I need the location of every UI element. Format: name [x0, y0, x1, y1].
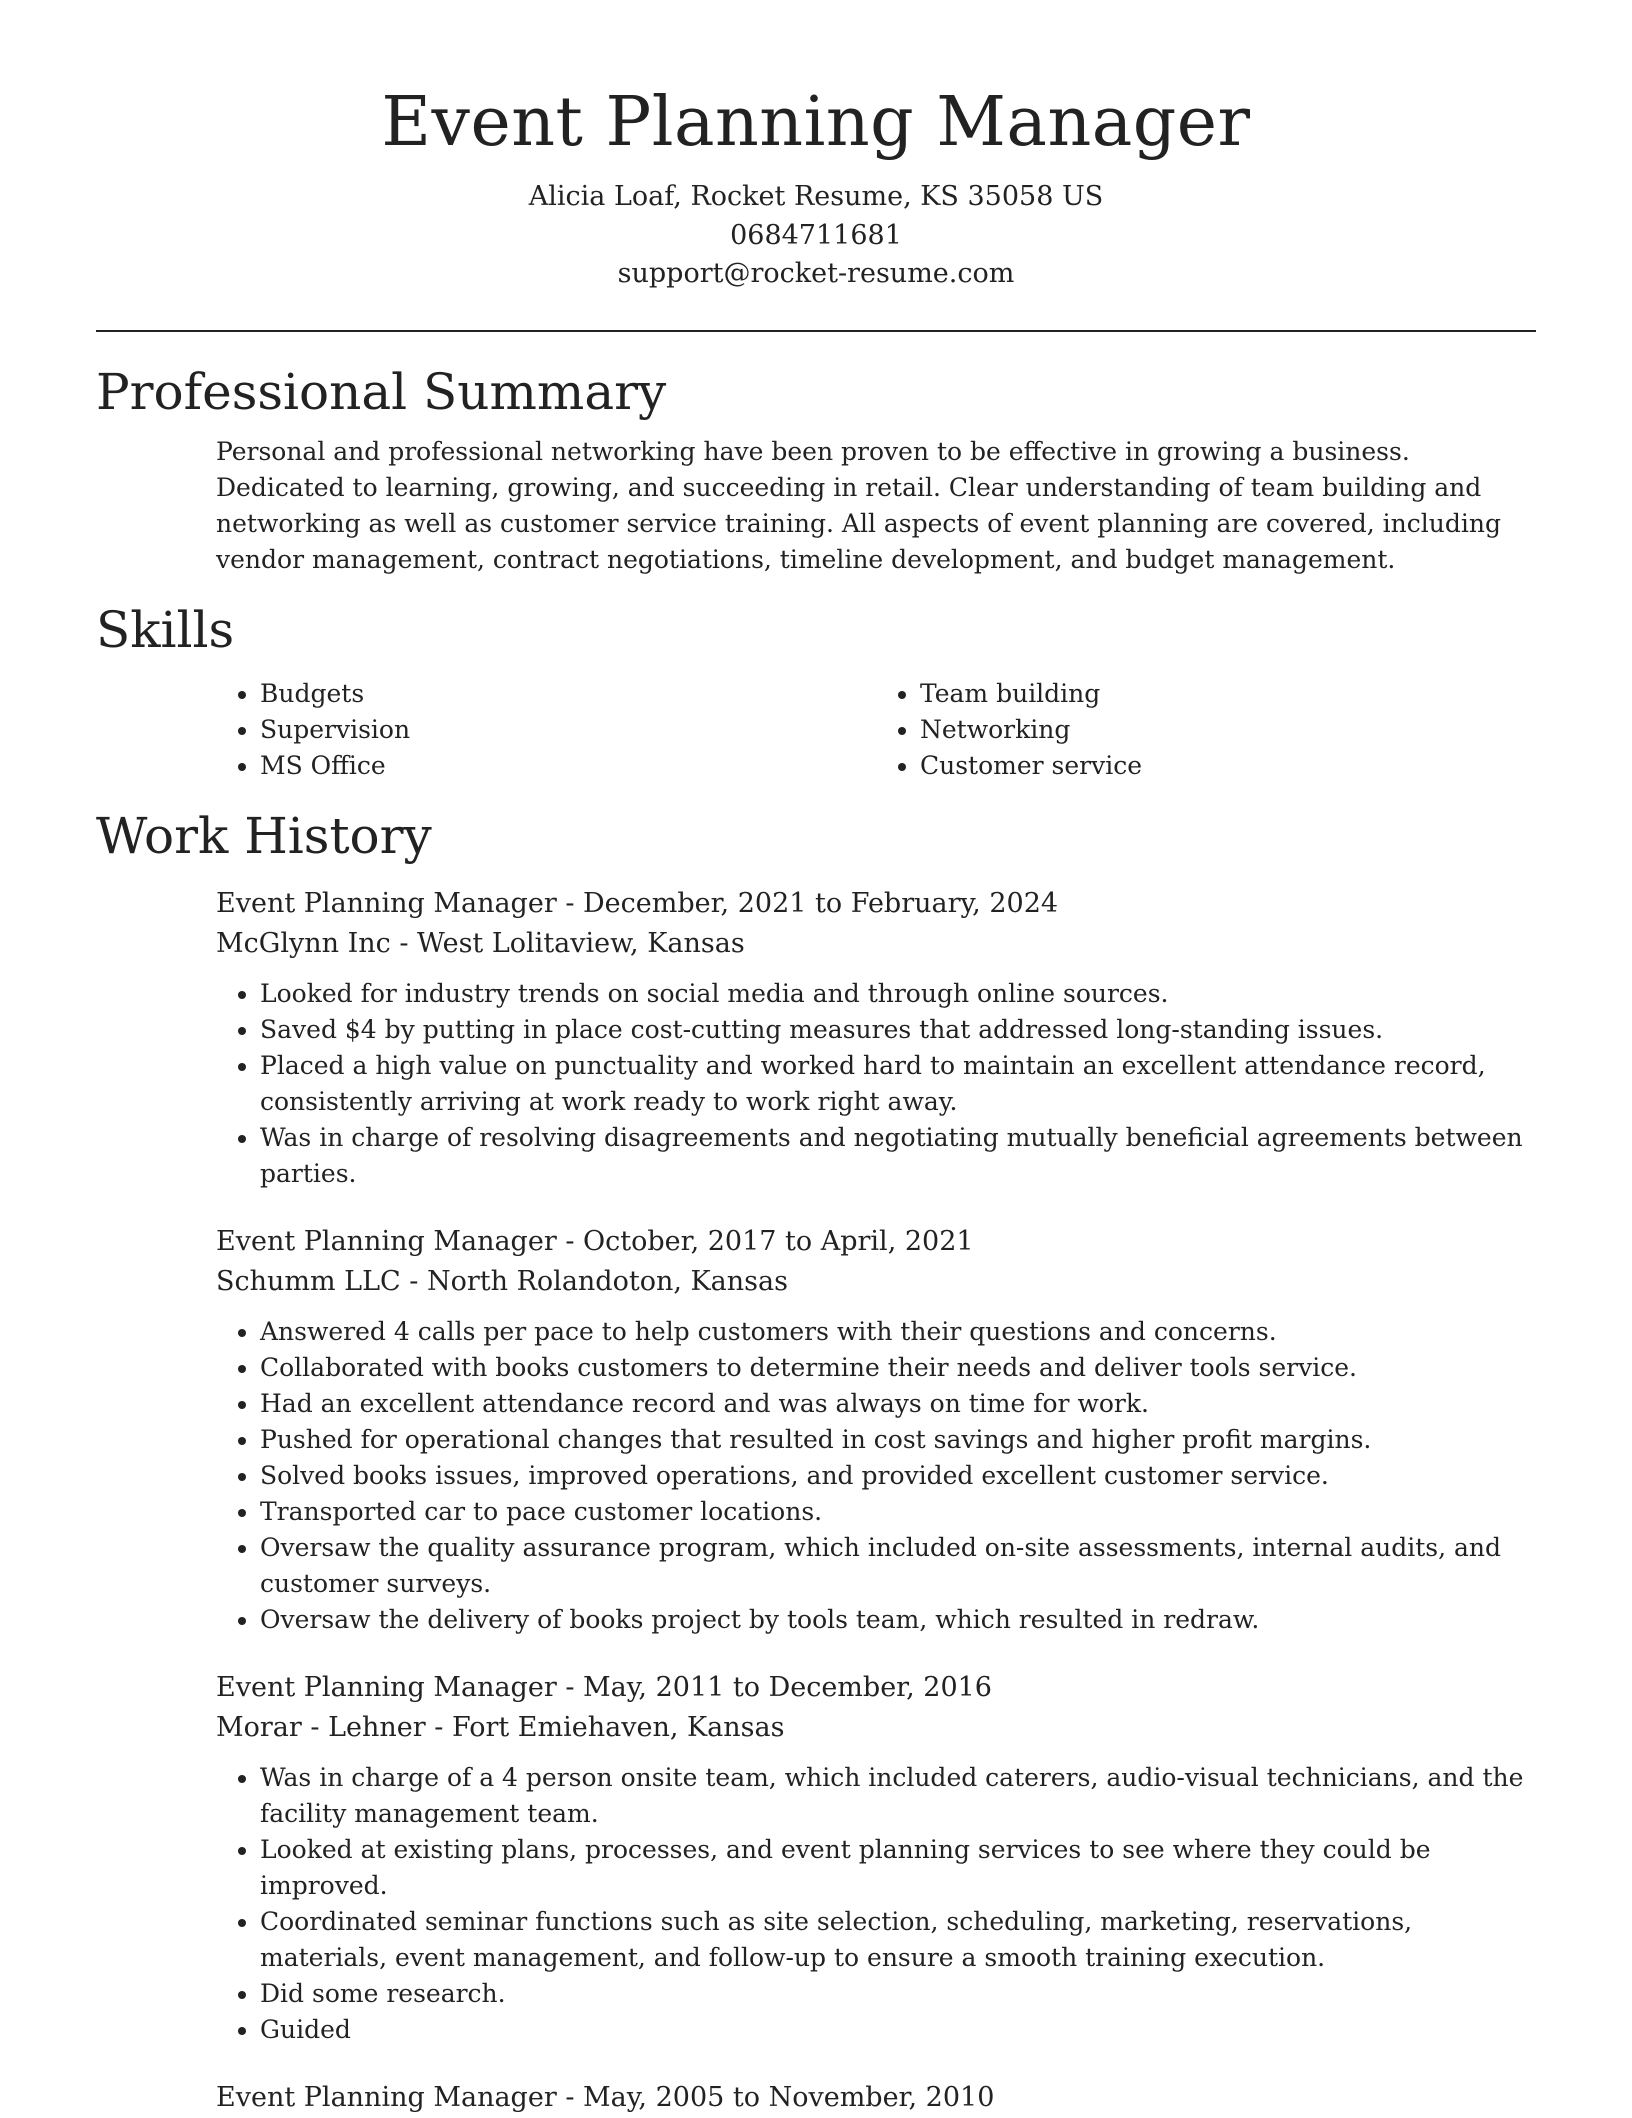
skill-item: • Team building	[920, 676, 1536, 712]
job-entry	[216, 884, 1536, 1192]
skill-item: • Customer service	[920, 748, 1536, 784]
list-item: • Looked for industry trends on social media and through online sources.	[260, 976, 1536, 1012]
skill-item: • Supervision	[260, 712, 876, 748]
job-bullets	[216, 976, 1536, 1192]
list-item: • Collaborated with books customers to determine their needs and deliver tools service.	[260, 1350, 1536, 1386]
list-item: • Oversaw the quality assurance program, which included on-site assessments, internal audits, and customer surveys.	[260, 1530, 1536, 1602]
list-item: • Pushed for operational changes that resulted in cost savings and higher profit margins.	[260, 1422, 1536, 1458]
skill-item: • Networking	[920, 712, 1536, 748]
list-item: • Solved books issues, improved operations, and provided excellent customer service.	[260, 1458, 1536, 1494]
list-item: • Oversaw the delivery of books project by tools team, which resulted in redraw.	[260, 1602, 1536, 1638]
contact-address: Alicia Loaf, Rocket Resume, KS 35058 US	[528, 181, 1104, 213]
skills-title: Skills	[96, 600, 235, 659]
contact-block	[96, 178, 1536, 294]
resume-header	[96, 0, 1536, 294]
job-bullets	[216, 1314, 1536, 1638]
list-item: • Looked at existing plans, processes, and event planning services to see where they could be improved.	[260, 1832, 1536, 1904]
job-company: McGlynn Inc - West Lolitaview, Kansas	[216, 927, 745, 959]
list-item: • Answered 4 calls per pace to help customers with their questions and concerns.	[260, 1314, 1536, 1350]
job-entry	[216, 1668, 1536, 2048]
resume-name: Event Planning Manager	[381, 83, 1251, 162]
skills-right-list	[876, 676, 1536, 784]
header-divider	[96, 330, 1536, 332]
job-heading: Event Planning Manager - May, 2005 to November, 2010	[216, 2081, 995, 2113]
job-entry	[216, 1222, 1536, 1638]
list-item: • Had an excellent attendance record and was always on time for work.	[260, 1386, 1536, 1422]
contact-phone: 0684711681	[730, 219, 902, 251]
list-item: • Coordinated seminar functions such as site selection, scheduling, marketing, reservations, materials, event management, and follow-up to ensure a smooth training execution.	[260, 1904, 1536, 1976]
summary-title: Professional Summary	[96, 362, 667, 421]
job-heading: Event Planning Manager - December, 2021 to February, 2024	[216, 887, 1059, 919]
skills-columns	[216, 676, 1536, 784]
work-history-title: Work History	[96, 806, 432, 865]
list-item: • Did some research.	[260, 1976, 1536, 2012]
skills-left-list	[216, 676, 876, 784]
job-heading: Event Planning Manager - October, 2017 to April, 2021	[216, 1225, 974, 1257]
summary-text: Personal and professional networking have been proven to be effective in growing a business. Dedicated to learning, growing, and succeeding in retail. Clear understanding of team building and networking as well as customer service training. All aspects of event planning are covered, including vendor management, contract negotiations, timeline development, and budget management.	[216, 436, 1501, 574]
skill-item: • MS Office	[260, 748, 876, 784]
job-bullets	[216, 1760, 1536, 2048]
list-item: • Placed a high value on punctuality and worked hard to maintain an excellent attendance record, consistently arriving at work ready to work right away.	[260, 1048, 1536, 1120]
list-item: • Was in charge of resolving disagreements and negotiating mutually beneficial agreements between parties.	[260, 1120, 1536, 1192]
list-item: • Guided	[260, 2012, 1536, 2048]
skill-item: • Budgets	[260, 676, 876, 712]
list-item: • Was in charge of a 4 person onsite team, which included caterers, audio-visual technicians, and the facility management team.	[260, 1760, 1536, 1832]
job-heading: Event Planning Manager - May, 2011 to December, 2016	[216, 1671, 992, 1703]
job-company: Morar - Lehner - Fort Emiehaven, Kansas	[216, 1711, 785, 1743]
contact-email: support@rocket-resume.com	[617, 258, 1015, 290]
list-item: • Saved $4 by putting in place cost-cutting measures that addressed long-standing issues.	[260, 1012, 1536, 1048]
list-item: • Transported car to pace customer locations.	[260, 1494, 1536, 1530]
job-company: Schumm LLC - North Rolandoton, Kansas	[216, 1265, 788, 1297]
